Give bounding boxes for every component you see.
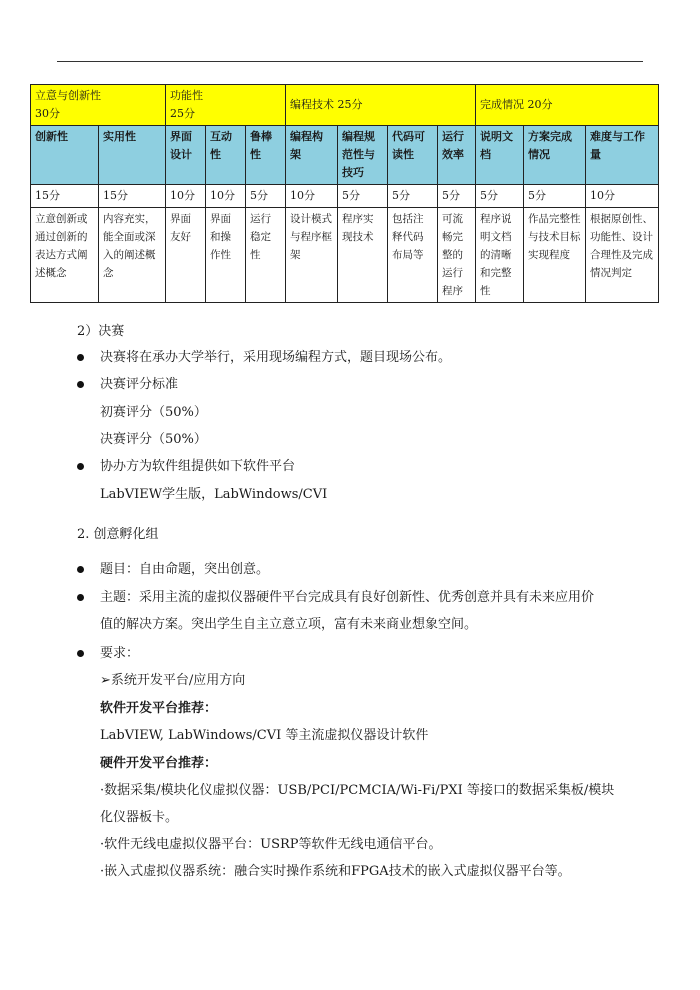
score-final: 决赛评分（50%） bbox=[100, 432, 207, 447]
criterion-name: 运行效率 bbox=[438, 126, 476, 185]
criterion-points: 5分 bbox=[338, 185, 388, 208]
bullet-icon bbox=[77, 566, 84, 573]
category-name: 功能性 bbox=[170, 89, 203, 102]
criterion-points: 5分 bbox=[524, 185, 586, 208]
category-name: 立意与创新性 bbox=[35, 89, 101, 102]
criterion-points: 5分 bbox=[476, 185, 524, 208]
hardware-item-1-line-1: ·数据采集/模块化仪虚拟仪器：USB/PCI/PCMCIA/Wi-Fi/PXI 等接口的数据采集板/模块 bbox=[100, 783, 615, 798]
criterion-points: 10分 bbox=[206, 185, 246, 208]
criterion-points: 10分 bbox=[286, 185, 338, 208]
criterion-description: 作品完整性与技术目标实现程度 bbox=[524, 208, 586, 303]
platform-list: LabVIEW学生版，LabWindows/CVI bbox=[100, 487, 328, 502]
criterion-name: 互动性 bbox=[206, 126, 246, 185]
criterion-name: 鲁棒性 bbox=[246, 126, 286, 185]
bullet-icon bbox=[77, 463, 84, 470]
final-heading: 2）决赛 bbox=[77, 324, 125, 339]
hardware-item-3: ·嵌入式虚拟仪器系统：融合实时操作系统和FPGA技术的嵌入式虚拟仪器平台等。 bbox=[100, 864, 571, 879]
hardware-item-1-line-2: 化仪器板卡。 bbox=[100, 810, 179, 825]
criterion-name: 编程规范性与技巧 bbox=[338, 126, 388, 185]
criterion-name: 创新性 bbox=[31, 126, 99, 185]
criterion-description: 可流畅完整的运行程序 bbox=[438, 208, 476, 303]
bullet-icon bbox=[77, 594, 84, 601]
software-platform-title: 软件开发平台推荐： bbox=[100, 701, 218, 716]
criterion-points: 5分 bbox=[246, 185, 286, 208]
criterion-points: 5分 bbox=[438, 185, 476, 208]
final-bullet-2: 决赛评分标准 bbox=[100, 377, 179, 392]
bullet-icon bbox=[77, 650, 84, 657]
final-bullet-3: 协办方为软件组提供如下软件平台 bbox=[100, 459, 296, 474]
criterion-description: 包括注释代码布局等 bbox=[388, 208, 438, 303]
criterion-name: 编程构架 bbox=[286, 126, 338, 185]
criterion-name: 说明文档 bbox=[476, 126, 524, 185]
criterion-points: 15分 bbox=[99, 185, 166, 208]
criterion-points: 15分 bbox=[31, 185, 99, 208]
category-name: 完成情况 20分 bbox=[480, 98, 553, 111]
hardware-item-2: ·软件无线电虚拟仪器平台：USRP等软件无线电通信平台。 bbox=[100, 837, 442, 852]
requirements-label: 要求： bbox=[100, 646, 140, 661]
criterion-description: 运行稳定性 bbox=[246, 208, 286, 303]
criterion-description: 根据原创性、功能性、设计合理性及完成情况判定 bbox=[586, 208, 659, 303]
criterion-name: 实用性 bbox=[99, 126, 166, 185]
incubation-topic: 题目：自由命题，突出创意。 bbox=[100, 562, 270, 577]
incubation-heading: 2. 创意孵化组 bbox=[77, 527, 159, 542]
criterion-description: 程序实现技术 bbox=[338, 208, 388, 303]
criterion-points: 5分 bbox=[388, 185, 438, 208]
criterion-name: 代码可读性 bbox=[388, 126, 438, 185]
criterion-name: 难度与工作量 bbox=[586, 126, 659, 185]
criterion-description: 界面友好 bbox=[166, 208, 206, 303]
incubation-theme-line-2: 值的解决方案。突出学生自主立意立项，富有未来商业想象空间。 bbox=[100, 617, 478, 632]
category-points: 30分 bbox=[35, 107, 60, 120]
criterion-description: 立意创新或通过创新的表达方式阐述概念 bbox=[31, 208, 99, 303]
category-points: 25分 bbox=[170, 107, 195, 120]
criterion-description: 内容充实，能全面或深入的阐述概念 bbox=[99, 208, 166, 303]
arrow-item: ➢系统开发平台/应用方向 bbox=[100, 673, 246, 688]
category-name: 编程技术 25分 bbox=[290, 98, 363, 111]
software-platform-text: LabVIEW, LabWindows/CVI 等主流虚拟仪器设计软件 bbox=[100, 728, 429, 743]
incubation-theme-line-1: 主题：采用主流的虚拟仪器硬件平台完成具有良好创新性、优秀创意并具有未来应用价 bbox=[100, 590, 595, 605]
criterion-name: 界面设计 bbox=[166, 126, 206, 185]
criterion-points: 10分 bbox=[166, 185, 206, 208]
criterion-name: 方案完成情况 bbox=[524, 126, 586, 185]
score-prelim: 初赛评分（50%） bbox=[100, 405, 207, 420]
criterion-points: 10分 bbox=[586, 185, 659, 208]
criterion-description: 设计模式与程序框架 bbox=[286, 208, 338, 303]
final-bullet-1: 决赛将在承办大学举行，采用现场编程方式，题目现场公布。 bbox=[100, 350, 452, 365]
bullet-icon bbox=[77, 381, 84, 388]
criterion-description: 程序说明文档的清晰和完整性 bbox=[476, 208, 524, 303]
hardware-platform-title: 硬件开发平台推荐： bbox=[100, 756, 218, 771]
criterion-description: 界面和操作性 bbox=[206, 208, 246, 303]
bullet-icon bbox=[77, 354, 84, 361]
